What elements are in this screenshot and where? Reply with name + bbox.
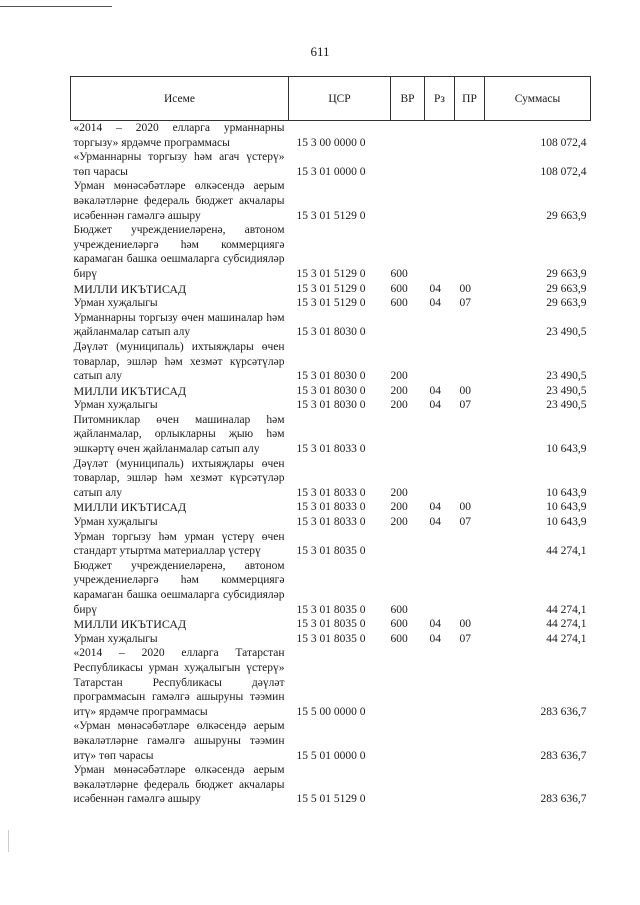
cell-rz xyxy=(425,223,455,281)
cell-rz xyxy=(425,150,455,179)
cell-name: Урман хуҗалыгы xyxy=(73,399,158,412)
table-row xyxy=(71,646,591,719)
cell-csr: 15 3 01 8030 0 xyxy=(296,384,366,397)
cell-rz xyxy=(425,413,455,457)
cell-pr xyxy=(455,559,485,617)
cell-sum: 10 643,9 xyxy=(546,516,587,529)
cell-name: Урман хуҗалыгы xyxy=(73,516,158,529)
cell-sum: 108 072,4 xyxy=(540,165,587,178)
cell-vr xyxy=(391,763,425,807)
cell-vr xyxy=(391,646,425,719)
cell-sum: 108 072,4 xyxy=(540,136,587,149)
cell-name: Бюджет учреждениеләренә, автоном учреждениеләргә һәм коммерциягә карамаган башка оешмаларга субсидияләр бирү xyxy=(73,559,285,616)
cell-pr xyxy=(455,457,485,501)
cell-rz: 04 xyxy=(429,297,441,310)
cell-vr: 200 xyxy=(390,370,408,383)
table-row xyxy=(71,121,591,151)
cell-vr xyxy=(391,413,425,457)
column-header-name: Исеме xyxy=(71,77,289,121)
cell-vr: 200 xyxy=(390,399,408,412)
cell-csr: 15 3 01 0000 0 xyxy=(296,165,366,178)
cell-name: Урман хуҗалыгы xyxy=(73,632,158,645)
cell-csr: 15 3 01 8035 0 xyxy=(296,545,366,558)
table-row xyxy=(71,282,591,297)
cell-sum: 23 490,5 xyxy=(546,370,587,383)
cell-pr xyxy=(455,121,485,151)
cell-pr: 00 xyxy=(459,618,471,631)
table-row xyxy=(71,340,591,384)
cell-vr: 600 xyxy=(390,632,408,645)
cell-pr xyxy=(455,311,485,340)
table-row xyxy=(71,457,591,501)
cell-csr: 15 3 01 8033 0 xyxy=(296,443,366,456)
cell-vr xyxy=(391,311,425,340)
cell-vr xyxy=(391,150,425,179)
cell-name: МИЛЛИ ИКЪТИСАД xyxy=(73,383,187,398)
cell-csr: 15 3 01 8035 0 xyxy=(296,632,366,645)
cell-rz xyxy=(425,457,455,501)
cell-csr: 15 3 01 8030 0 xyxy=(296,326,366,339)
cell-csr: 15 3 01 8030 0 xyxy=(296,399,366,412)
table-row xyxy=(71,311,591,340)
cell-vr: 600 xyxy=(390,603,408,616)
cell-vr xyxy=(391,719,425,763)
cell-rz: 04 xyxy=(429,282,441,295)
cell-pr xyxy=(455,413,485,457)
cell-csr: 15 3 01 8033 0 xyxy=(296,516,366,529)
cell-name: «Урманнарны торгызу һәм агач үстерү» төп чарасы xyxy=(73,151,285,178)
cell-rz: 04 xyxy=(429,501,441,514)
cell-vr: 200 xyxy=(390,501,408,514)
cell-pr xyxy=(455,340,485,384)
cell-sum: 283 636,7 xyxy=(540,705,587,718)
cell-rz xyxy=(425,559,455,617)
cell-sum: 283 636,7 xyxy=(540,793,587,806)
cell-rz: 04 xyxy=(429,618,441,631)
cell-sum: 44 274,1 xyxy=(546,632,587,645)
column-header-pr: ПР xyxy=(455,77,485,121)
budget-table xyxy=(70,76,591,807)
cell-csr: 15 3 01 8033 0 xyxy=(296,486,366,499)
cell-rz: 04 xyxy=(429,516,441,529)
scan-margin-mark xyxy=(8,830,9,852)
cell-pr xyxy=(455,223,485,281)
cell-rz xyxy=(425,719,455,763)
cell-pr xyxy=(455,763,485,807)
cell-csr: 15 3 01 5129 0 xyxy=(296,282,366,295)
table-row xyxy=(71,763,591,807)
cell-sum: 44 274,1 xyxy=(546,618,587,631)
cell-sum: 29 663,9 xyxy=(546,209,587,222)
cell-sum: 29 663,9 xyxy=(546,267,587,280)
table-row xyxy=(71,617,591,632)
cell-csr: 15 3 01 8030 0 xyxy=(296,370,366,383)
cell-rz: 04 xyxy=(429,632,441,645)
table-row xyxy=(71,150,591,179)
table-row xyxy=(71,632,591,647)
cell-rz xyxy=(425,530,455,559)
cell-pr: 00 xyxy=(459,282,471,295)
cell-name: «2014 – 2020 елларга урманнарны торгызу» ярдәмче программасы xyxy=(73,122,285,149)
cell-csr: 15 3 01 8035 0 xyxy=(296,618,366,631)
cell-sum: 23 490,5 xyxy=(546,326,587,339)
cell-vr: 200 xyxy=(390,516,408,529)
cell-name: Дәүләт (муниципаль) ихтыяҗлары өчен товарлар, эшләр һәм хезмәт күрсәтүләр сатып алу xyxy=(73,457,285,499)
budget-table-container xyxy=(70,76,590,807)
table-row xyxy=(71,223,591,281)
cell-name: Урманнарны торгызу өчен машиналар һәм җайланмалар сатып алу xyxy=(73,311,285,339)
table-row xyxy=(71,530,591,559)
scan-edge-line xyxy=(0,6,112,7)
cell-csr: 15 3 01 5129 0 xyxy=(296,297,366,310)
cell-rz xyxy=(425,763,455,807)
cell-pr: 00 xyxy=(459,384,471,397)
cell-csr: 15 5 01 0000 0 xyxy=(296,749,366,762)
cell-csr: 15 3 01 5129 0 xyxy=(296,209,366,222)
cell-pr xyxy=(455,150,485,179)
cell-name: Питомниклар өчен машиналар һәм җайланмалар, орлыкларны җыю һәм эшкәртү өчен җайланмалар сатып алу xyxy=(73,413,285,456)
cell-pr: 00 xyxy=(459,501,471,514)
cell-pr xyxy=(455,719,485,763)
table-header xyxy=(71,77,591,121)
cell-vr: 200 xyxy=(390,486,408,499)
table-row xyxy=(71,296,591,311)
column-header-vr: ВР xyxy=(391,77,425,121)
table-row xyxy=(71,179,591,223)
cell-name: Урман торгызу һәм урман үстерү өчен стандарт утыртма материаллар үстерү xyxy=(73,530,285,558)
cell-rz xyxy=(425,646,455,719)
cell-name: «2014 – 2020 елларга Татарстан Республикасы урман хуҗалыгын үстерү» Татарстан Республикасы дәүләт программасын гамәлгә ашыруны тәэмин итү» ярдәмче программасы xyxy=(73,647,285,718)
cell-sum: 10 643,9 xyxy=(546,501,587,514)
cell-sum: 29 663,9 xyxy=(546,297,587,310)
cell-vr xyxy=(391,179,425,223)
page-number: 611 xyxy=(310,44,330,59)
cell-rz: 04 xyxy=(429,384,441,397)
cell-sum: 44 274,1 xyxy=(546,545,587,558)
cell-sum: 23 490,5 xyxy=(546,384,587,397)
cell-name: Дәүләт (муниципаль) ихтыяҗлары өчен товарлар, эшләр һәм хезмәт күрсәтүләр сатып алу xyxy=(73,340,285,383)
cell-pr: 07 xyxy=(459,632,471,645)
cell-vr: 600 xyxy=(390,267,408,280)
cell-name: МИЛЛИ ИКЪТИСАД xyxy=(73,500,187,515)
column-header-csr: ЦСР xyxy=(289,77,391,121)
cell-vr xyxy=(391,121,425,151)
column-header-rz: Рз xyxy=(425,77,455,121)
cell-vr: 600 xyxy=(390,618,408,631)
table-row xyxy=(71,719,591,763)
cell-name: Урман мөнәсәбәтләре өлкәсендә аерым вәкаләтләрне федераль бюджет акчалары исәбеннән гамәлгә ашыру xyxy=(73,180,285,222)
cell-pr: 07 xyxy=(459,399,471,412)
cell-name: Урман мөнәсәбәтләре өлкәсендә аерым вәкаләтләрне федераль бюджет акчалары исәбеннән гамәлгә ашыру xyxy=(73,764,285,806)
cell-sum: 29 663,9 xyxy=(546,282,587,295)
cell-csr: 15 5 00 0000 0 xyxy=(296,705,366,718)
cell-sum: 10 643,9 xyxy=(546,486,587,499)
cell-vr xyxy=(391,530,425,559)
cell-csr: 15 5 01 5129 0 xyxy=(296,793,366,806)
cell-csr: 15 3 01 8035 0 xyxy=(296,603,366,616)
cell-vr: 600 xyxy=(390,297,408,310)
cell-pr xyxy=(455,646,485,719)
table-row xyxy=(71,398,591,413)
cell-pr: 07 xyxy=(459,516,471,529)
cell-rz: 04 xyxy=(429,399,441,412)
cell-rz xyxy=(425,311,455,340)
table-row xyxy=(71,500,591,515)
cell-rz xyxy=(425,121,455,151)
cell-sum: 23 490,5 xyxy=(546,399,587,412)
cell-csr: 15 3 01 8033 0 xyxy=(296,501,366,514)
cell-name: Урман хуҗалыгы xyxy=(73,297,158,310)
column-header-sum: Суммасы xyxy=(485,77,591,121)
cell-name: МИЛЛИ ИКЪТИСАД xyxy=(73,617,187,632)
cell-pr xyxy=(455,179,485,223)
cell-name: МИЛЛИ ИКЪТИСАД xyxy=(73,281,187,296)
cell-csr: 15 3 01 5129 0 xyxy=(296,267,366,280)
cell-pr: 07 xyxy=(459,297,471,310)
table-row xyxy=(71,384,591,399)
cell-vr: 200 xyxy=(390,384,408,397)
cell-rz xyxy=(425,179,455,223)
cell-name: Бюджет учреждениеләренә, автоном учреждениеләргә һәм коммерциягә карамаган башка оешмаларга субсидияләр бирү xyxy=(73,224,285,280)
table-row xyxy=(71,413,591,457)
table-body xyxy=(71,121,591,807)
cell-name: «Урман мөнәсәбәтләре өлкәсендә аерым вәкаләтләрне гамәлгә ашыруны тәэмин итү» төп чарасы xyxy=(73,720,285,762)
cell-sum: 10 643,9 xyxy=(546,443,587,456)
cell-vr: 600 xyxy=(390,282,408,295)
cell-rz xyxy=(425,340,455,384)
cell-csr: 15 3 00 0000 0 xyxy=(296,136,366,149)
table-row xyxy=(71,515,591,530)
table-row xyxy=(71,559,591,617)
cell-pr xyxy=(455,530,485,559)
cell-sum: 44 274,1 xyxy=(546,603,587,616)
cell-sum: 283 636,7 xyxy=(540,749,587,762)
